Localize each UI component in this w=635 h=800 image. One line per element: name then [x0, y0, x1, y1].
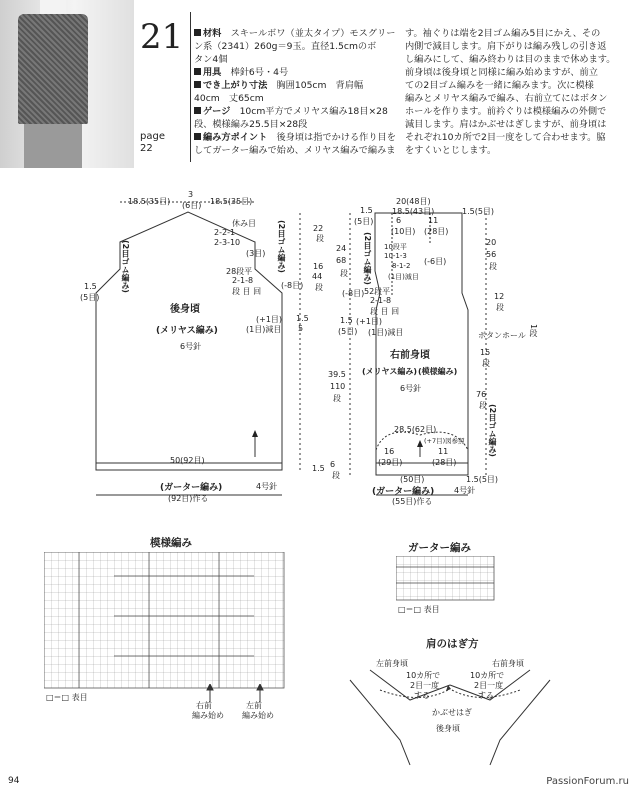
shoulder-title: 肩のはぎ方 — [426, 638, 479, 650]
right-front-start-2: 編み始め — [192, 711, 224, 720]
back-three-sts: (3目) — [246, 249, 266, 258]
back-armhole-rows-unit: 段 — [316, 234, 324, 243]
front-subtitle-1: (メリヤス編み) — [362, 367, 417, 376]
materials-label: 材料 — [203, 28, 222, 39]
instructions-line: 内側で減目します。肩下がりは編み残しの引き返 — [405, 41, 607, 52]
back-h110: 110 — [330, 382, 346, 391]
garter-chart-title: ガーター編み — [408, 542, 471, 554]
back-h44: 44 — [312, 272, 323, 281]
back-h44-unit: 段 — [315, 283, 323, 292]
shoulder-right-note: 10カ所で — [470, 671, 505, 680]
front-h56-unit: 段 — [489, 262, 497, 271]
instructions-right — [405, 27, 630, 157]
front-dec-rows: 52段平 — [364, 287, 391, 296]
back-cast-on: (92目)作る — [168, 494, 209, 503]
shoulder-back-label: 後身頃 — [436, 724, 460, 733]
page-ref-number: 22 — [140, 143, 153, 154]
front-col6: 6 — [396, 216, 402, 225]
front-h15r: 15 — [480, 348, 491, 357]
front-right-rib-label: (2目ゴム編み) — [488, 404, 497, 457]
materials-text-3: タン4個 — [194, 54, 228, 65]
front-w11: 11 — [438, 447, 449, 456]
front-w29: (29目) — [378, 458, 403, 467]
tools-label: 用具 — [203, 67, 222, 78]
front-top-15: 1.5 — [360, 206, 373, 215]
front-garter: (ガーター編み) — [372, 487, 435, 497]
back-h6-unit: 段 — [332, 471, 340, 480]
shoulder-center-note: かぶせはぎ — [432, 708, 472, 717]
pattern-chart-title: 模様編み — [150, 537, 192, 549]
back-left-rib-label: (2目ゴム編み) — [121, 240, 130, 293]
front-h15: 1.5 — [340, 316, 353, 325]
front-cast-on: (55目)作る — [392, 497, 433, 506]
gauge-text-2: 段、模様編み25.5目×28段 — [194, 119, 308, 130]
front-minus6: (-6目) — [424, 257, 447, 266]
front-top-right: 1.5(5目) — [462, 207, 495, 216]
points-label: 編み方ポイント — [203, 132, 268, 143]
instructions-line: それぞれ10カ所で2目一度をして合わせます。脇 — [405, 132, 606, 143]
back-plus1: (+1目) — [256, 315, 283, 324]
pattern-legend: □＝□ 表目 — [46, 693, 88, 702]
back-h15: 1.5 — [296, 314, 309, 323]
back-subtitle: (メリヤス編み) — [156, 326, 218, 336]
front-h68-unit: 段 — [340, 269, 348, 278]
front-h5: (5目) — [338, 327, 358, 336]
back-title: 後身頃 — [170, 304, 200, 315]
back-shoulder-step: 2-3-10 — [214, 238, 241, 247]
front-col11: 11 — [428, 216, 439, 225]
pattern-number: 21 — [140, 17, 184, 57]
header-divider — [190, 12, 191, 162]
front-col28: (28目) — [424, 227, 449, 236]
back-dec-rows: 28段平 — [226, 267, 253, 276]
front-top-rest: 18.5(43目) — [392, 207, 435, 216]
back-top-right-width: 18.5(35目) — [210, 197, 253, 206]
front-needle: 6号針 — [400, 384, 422, 393]
garter-chart-grid — [396, 556, 498, 604]
back-top-center-sts: (6目) — [182, 201, 202, 210]
front-neck-rows: 10-1-3 — [384, 252, 407, 260]
front-dec-rows: 2-1-8 — [370, 296, 392, 305]
front-minus1: (1目)減目 — [368, 328, 404, 337]
front-minus8: (-8目) — [342, 289, 365, 298]
instructions-line: 前身頃は後身頃と同様に編み始めますが、前立 — [405, 67, 598, 78]
front-h76: 76 — [476, 390, 487, 399]
back-dec-rows: 2-1-8 — [232, 276, 254, 285]
back-left-5: (5目) — [80, 293, 100, 302]
left-front-start: 左前 — [246, 701, 262, 710]
front-rib-label: (2目ゴム編み) — [363, 232, 372, 285]
back-minus1: (1目)減目 — [246, 325, 282, 334]
back-dec-rows: 段 目 回 — [232, 287, 262, 296]
shoulder-left-note: 2目一度 — [410, 681, 440, 690]
front-dec-rows: 段 目 回 — [370, 307, 400, 316]
shoulder-left-note: 10カ所で — [406, 671, 441, 680]
front-h56: 56 — [486, 250, 497, 259]
front-h15r-unit: 段 — [482, 359, 490, 368]
page-number: 94 — [8, 776, 20, 786]
front-h12-unit: 段 — [496, 303, 504, 312]
back-rib-label: (2目ゴム編み) — [277, 220, 286, 273]
back-shoulder-step: 2-2-1 — [214, 228, 236, 237]
back-h15b: 1.5 — [312, 464, 325, 473]
points-text-2: してガーター編みで始め、メリヤス編みで編みま — [194, 145, 396, 156]
instructions-line: ホールを作ります。前衿ぐりは模様編みの外側で — [405, 106, 607, 117]
materials-text-2: ン系（2341）260g＝9玉。直径1.5cmのボ — [194, 41, 377, 52]
back-garter-needle: 4号針 — [256, 482, 278, 491]
back-left-15: 1.5 — [84, 282, 97, 291]
back-garter: (ガーター編み) — [160, 483, 223, 493]
front-buttonhole-rows: 1段 — [529, 324, 538, 338]
back-needle: 6号針 — [180, 342, 202, 351]
instructions-left — [194, 27, 404, 157]
garment-photo — [0, 0, 134, 168]
front-plus1: (+1目) — [356, 317, 383, 326]
shoulder-right-note: する — [478, 691, 494, 700]
right-front-start: 右前 — [196, 701, 212, 710]
back-h5: 5 — [298, 324, 304, 333]
front-h76-unit: 段 — [479, 401, 487, 410]
back-h16: 16 — [313, 262, 324, 271]
instructions-line: をすくいとじします。 — [405, 145, 497, 156]
left-front-start-2: 編み始め — [242, 711, 274, 720]
back-armhole-rows: 22 — [313, 224, 324, 233]
back-top-center: 3 — [188, 190, 194, 199]
back-rest-label: 休み目 — [232, 219, 256, 228]
back-dec-minus8: (-8目) — [281, 281, 304, 290]
page-reference — [140, 131, 165, 155]
back-bottom-width: 50(92目) — [170, 456, 205, 465]
gauge-label: ゲージ — [203, 106, 231, 117]
front-buttonhole: ボタンホール — [478, 331, 526, 340]
watermark: PassionForum.ru — [546, 776, 629, 787]
front-subtitle-2: (模様編み) — [418, 367, 458, 376]
materials-text: スキールボワ（並太タイプ）モスグリー — [230, 28, 396, 39]
back-h6: 6 — [330, 460, 336, 469]
shoulder-left-front: 左前身頃 — [376, 659, 408, 668]
front-top-5: (5目) — [354, 217, 374, 226]
front-h20: 20 — [486, 238, 497, 247]
size-text-2: 40cm 丈65cm — [194, 93, 264, 104]
shoulder-left-note: する — [414, 691, 430, 700]
front-bottom-50: (50目) — [400, 475, 425, 484]
front-w28: (28目) — [432, 458, 457, 467]
front-top-total: 20(48目) — [396, 197, 431, 206]
front-w16: 16 — [384, 447, 395, 456]
size-text: 胸囲105cm 背肩幅 — [276, 80, 364, 91]
instructions-line: 減目します。肩はかぶせはぎしますが、前身頃は — [405, 119, 607, 130]
front-neck-rows: (1目)減目 — [388, 273, 419, 281]
page-ref-label: page — [140, 131, 165, 142]
front-h24: 24 — [336, 244, 347, 253]
instructions-line: し編みにして、編み終わりは目のままで休めます。 — [405, 54, 616, 65]
pattern-chart-grid — [44, 552, 290, 692]
shoulder-right-note: 2目一度 — [474, 681, 504, 690]
front-title: 右前身頃 — [390, 350, 430, 361]
front-col6-sts: (10目) — [391, 227, 416, 236]
gauge-text: 10cm平方でメリヤス編み18目×28 — [239, 106, 388, 117]
back-h110-unit: 段 — [333, 394, 341, 403]
front-h12: 12 — [494, 292, 505, 301]
back-h395: 39.5 — [328, 370, 346, 379]
garter-legend: □＝□ 表目 — [398, 605, 440, 614]
size-label: でき上がり寸法 — [203, 80, 268, 91]
tools-text: 棒針6号・4号 — [230, 67, 289, 78]
front-bottom-15: 1.5(5目) — [466, 475, 499, 484]
shoulder-right-front: 右前身頃 — [492, 659, 524, 668]
instructions-line: ての2目ゴム編みを一緒に編みます。次に模様 — [405, 80, 594, 91]
chart-start-arrows — [200, 684, 280, 702]
instructions-line: す。袖ぐりは端を2目ゴム編み5目にかえ、その — [405, 28, 601, 39]
instructions-line: 編みとメリヤス編みで編み、右前立てにはボタン — [405, 93, 608, 104]
front-h285: 28.5(62目) — [394, 425, 437, 434]
front-neck-rows: 8-1-2 — [392, 262, 411, 270]
back-top-left-width: 18.5(35目) — [128, 197, 171, 206]
front-neck-rows: 10段平 — [384, 243, 407, 251]
front-h68: 68 — [336, 256, 347, 265]
points-text: 後身頃は指でかける作り目を — [276, 132, 396, 143]
front-garter-needle: 4号針 — [454, 486, 476, 495]
front-plus7: (+7目)図参照 — [424, 437, 465, 445]
